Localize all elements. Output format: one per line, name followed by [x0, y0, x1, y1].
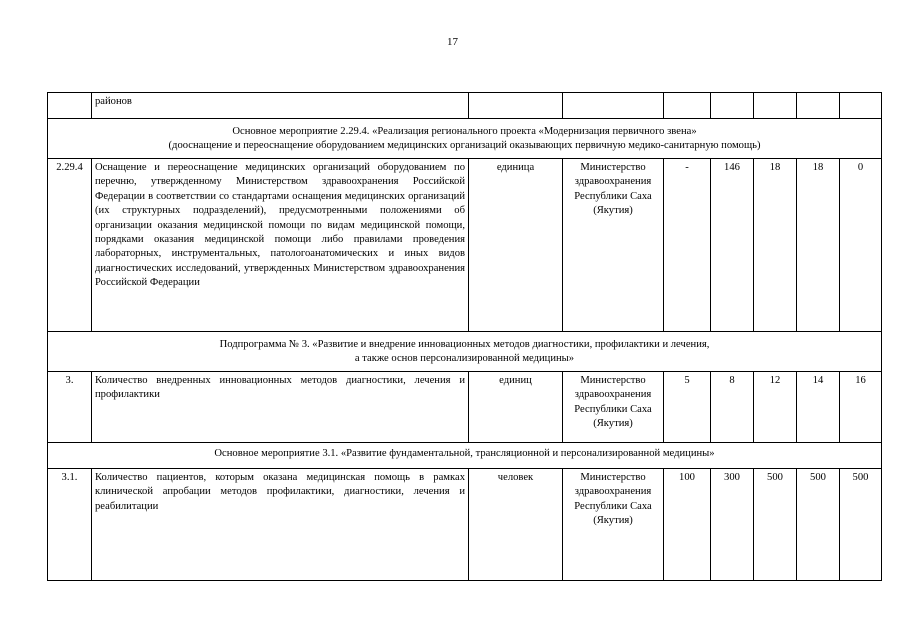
table-row	[48, 159, 882, 332]
value-cell: 18	[797, 159, 840, 332]
subprogram-title: Подпрограмма № 3. «Развитие и внедрение инновационных методов диагностики, профилактики и лечения,	[219, 339, 710, 350]
value-cell: -	[664, 159, 711, 332]
value-cell: 500	[754, 469, 797, 581]
value-cell	[797, 93, 840, 119]
unit-cell: единица	[469, 159, 563, 332]
value-cell	[754, 93, 797, 119]
unit-cell	[469, 93, 563, 119]
value-cell	[840, 93, 882, 119]
indicators-table	[47, 92, 882, 581]
row-number-cell: 3.1.	[48, 469, 92, 581]
unit-cell: человек	[469, 469, 563, 581]
section-header-row	[48, 443, 882, 469]
value-cell: 12	[754, 372, 797, 443]
unit-cell: единиц	[469, 372, 563, 443]
value-cell: 300	[711, 469, 754, 581]
value-cell	[664, 93, 711, 119]
indicator-name-cell: Количество пациентов, которым оказана медицинская помощь в рамках клинической апробации методов профилактики, диагностики, лечения и реабилитации	[92, 469, 469, 581]
value-cell	[711, 93, 754, 119]
value-cell: 14	[797, 372, 840, 443]
row-number-cell	[48, 93, 92, 119]
row-number-cell: 3.	[48, 372, 92, 443]
indicator-name-cell: районов	[92, 93, 469, 119]
value-cell: 18	[754, 159, 797, 332]
responsible-cell	[563, 93, 664, 119]
subprogram-subtitle: а также основ персонализированной медицины»	[354, 353, 575, 365]
responsible-cell: Министерство здравоохранения Республики Саха (Якутия)	[563, 372, 664, 443]
value-cell: 0	[840, 159, 882, 332]
value-cell: 146	[711, 159, 754, 332]
value-cell: 16	[840, 372, 882, 443]
section-subtitle: (дооснащение и переоснащение оборудованием медицинских организаций оказывающих первичную медико-санитарную помощь)	[168, 140, 761, 152]
table-row	[48, 469, 882, 581]
indicator-name-cell: Количество внедренных инновационных методов диагностики, лечения и профилактики	[92, 372, 469, 443]
value-cell: 500	[797, 469, 840, 581]
value-cell: 5	[664, 372, 711, 443]
section-header-row	[48, 332, 882, 372]
indicator-name-cell: Оснащение и переоснащение медицинских организаций оборудованием по перечню, утвержденному Министерством здравоохранения Российской Федерации в соответствии со стандартами оснащения медицинских организаций (их структурных подразделений), предусмотренными положениями об организации оказания медицинской помощи по видам медицинской помощи, порядками оказания медицинской помощи либо правилами проведения лабораторных, инструментальных, патологоанатомических и иных видов диагностических исследований, утвержденных Министерством здравоохранения Российской Федерации	[92, 159, 469, 332]
value-cell: 100	[664, 469, 711, 581]
value-cell: 8	[711, 372, 754, 443]
responsible-cell: Министерство здравоохранения Республики Саха (Якутия)	[563, 159, 664, 332]
section-header	[48, 443, 882, 469]
table-row	[48, 93, 882, 119]
value-cell: 500	[840, 469, 882, 581]
table-row	[48, 372, 882, 443]
section-title: Основное мероприятие 3.1. «Развитие фундаментальной, трансляционной и персонализированной медицины»	[214, 448, 715, 459]
subprogram-header	[48, 332, 882, 372]
section-title: Основное мероприятие 2.29.4. «Реализация регионального проекта «Модернизация первичного звена»	[232, 126, 697, 137]
page-number: 17	[447, 36, 458, 48]
section-header	[48, 119, 882, 159]
row-number-cell: 2.29.4	[48, 159, 92, 332]
responsible-cell: Министерство здравоохранения Республики Саха (Якутия)	[563, 469, 664, 581]
section-header-row	[48, 119, 882, 159]
